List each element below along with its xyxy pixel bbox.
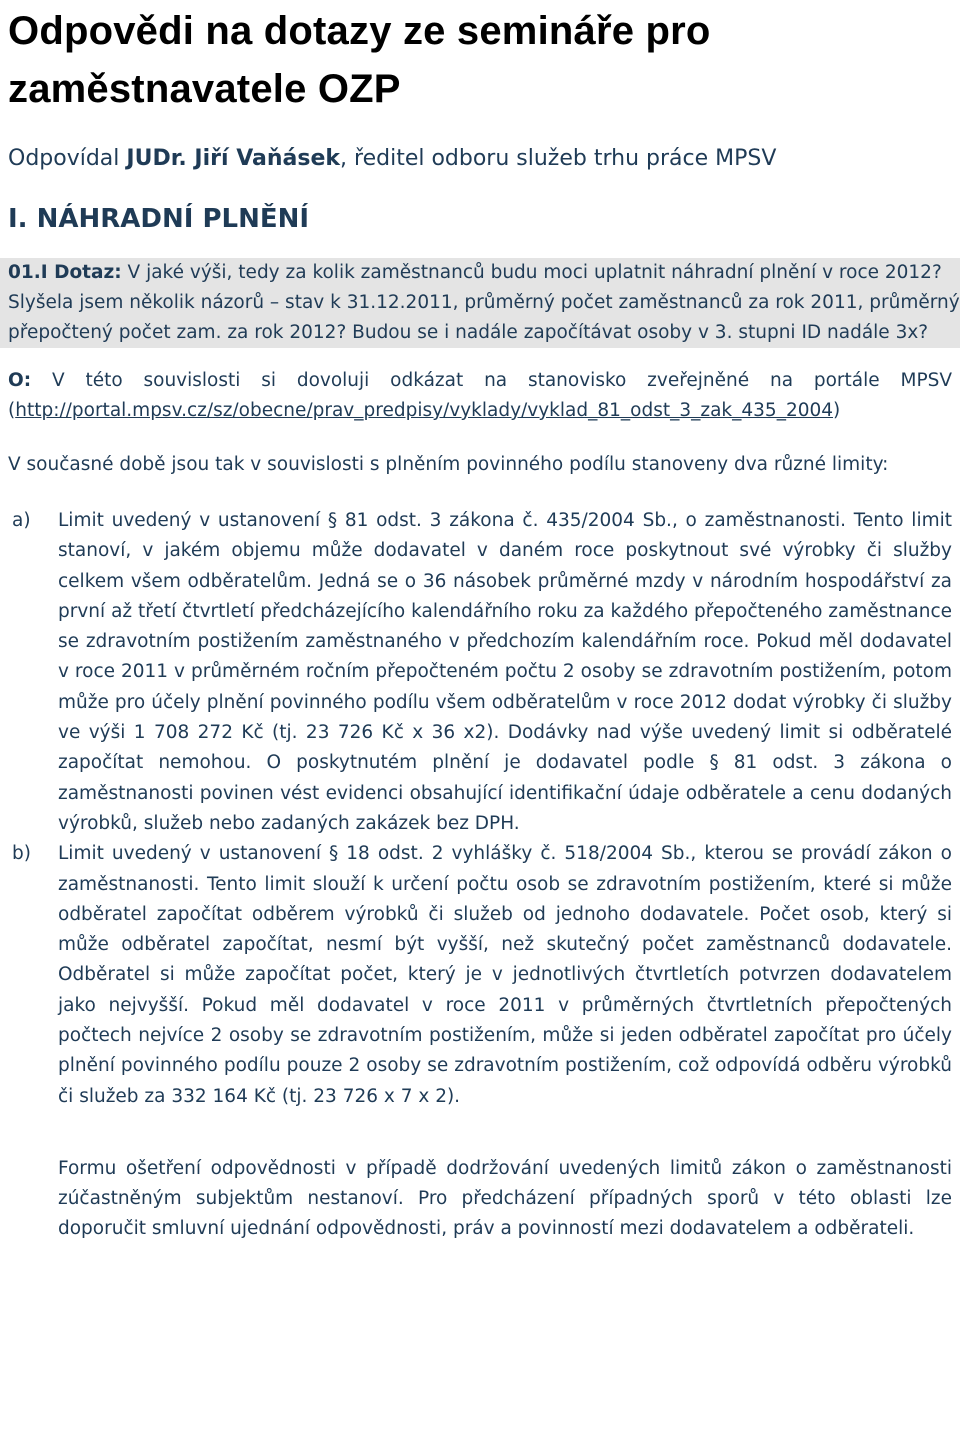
- mpsv-portal-link[interactable]: http://portal.mpsv.cz/sz/obecne/prav_predpisy/vyklady/vyklad_81_odst_3_zak_435_2004: [15, 400, 834, 421]
- question-label: 01.I Dotaz:: [8, 262, 122, 283]
- intro-paragraph: V současné době jsou tak v souvislosti s plněním povinného podílu stanoveny dva různé limity:: [8, 454, 889, 475]
- document-title: Odpovědi na dotazy ze semináře pro zaměstnavatele OZP: [8, 9, 711, 111]
- answer-text-end: ): [833, 400, 841, 421]
- answer-block: [8, 366, 952, 426]
- subtitle-author-name: JUDr. Jiří Vaňásek: [126, 146, 341, 171]
- list-marker: b): [12, 843, 31, 865]
- final-paragraph: Formu ošetření odpovědnosti v případě dodržování uvedených limitů zákon o zaměstnanosti zúčastněným subjektům nestanoví. Pro předcházení případných sporů v této oblasti lze doporučit smluvní ujednání odpovědnosti, práv a povinností mezi dodavatelem a odběrateli.: [58, 1157, 952, 1239]
- list-item-a: [8, 506, 952, 839]
- question-block: [0, 258, 960, 348]
- section-heading: I. NÁHRADNÍ PLNĚNÍ: [8, 204, 310, 234]
- list-item-text: Limit uvedený v ustanovení § 81 odst. 3 zákona č. 435/2004 Sb., o zaměstnanosti. Tento limit stanoví, v jakém objemu může dodavatel v daném roce poskytnout své výrobky či služby celkem všem odběratelům. Jedná se o 36 násobek průměrné mzdy v národním hospodářství za první až třetí čtvrtletí předcházejícího kalendářního roku za každého přepočteného zaměstnance se zdravotním postižením zaměstnaného v předchozím kalendářním roce. Pokud měl dodavatel v roce 2011 v průměrném ročním přepočteném počtu 2 osoby se zdravotním postižením, potom může pro účely plnění povinného podílu všem odběratelům v roce 2012 dodat výrobky či služby ve výši 1 708 272 Kč (tj. 23 726 Kč x 36 x2). Dodávky nad výše uvedený limit si odběratelé započítat nemohou. O poskytnutém plnění je dodavatel podle § 81 odst. 3 zákona o zaměstnanosti povinen vést evidenci obsahující identifikační údaje odběratele a cenu dodaných výrobků, služeb nebo zadaných zakázek bez DPH.: [58, 510, 952, 834]
- answer-label: O:: [8, 370, 32, 391]
- list-item-text: Limit uvedený v ustanovení § 18 odst. 2 vyhlášky č. 518/2004 Sb., kterou se provádí zákon o zaměstnanosti. Tento limit slouží k určení počtu osob se zdravotním postižením, které si může odběratel započítat odběrem výrobků či služeb od jednoho dodavatele. Počet osob, který si může odběratel započítat, nesmí být vyšší, než skutečný počet zaměstnanců dodavatele. Odběratel si může započítat počet, který je v jednotlivých čtvrtletích potvrzen dodavatelem jako nejvyšší. Pokud měl dodavatel v roce 2011 v průměrných čtvrtletních přepočtených počtech nejvíce 2 osoby se zdravotním postižením, může si jeden odběratel započítat pro účely plnění povinného podílu pouze 2 osoby se zdravotním postižením, což odpovídá odběru výrobků či služeb za 332 164 Kč (tj. 23 726 x 7 x 2).: [58, 843, 952, 1107]
- list-marker: a): [12, 510, 31, 531]
- subtitle-suffix: , ředitel odboru služeb trhu práce MPSV: [340, 146, 777, 171]
- question-text: V jaké výši, tedy za kolik zaměstnanců budu moci uplatnit náhradní plnění v roce 2012? Slyšela jsem několik názorů – stav k 31.12.2011, průměrný počet zaměstnanců za rok 2011, průměrný přepočtený počet zam. za rok 2012? Budou se i nadále započítávat osoby v 3. stupni ID nadále 3x?: [8, 262, 960, 343]
- subtitle-prefix: Odpovídal: [8, 146, 127, 171]
- limits-list: [8, 506, 952, 1112]
- list-item-b: [8, 839, 952, 1112]
- answer-text: V této souvislosti si dovoluji odkázat na stanovisko zveřejněné na portále MPSV (: [8, 370, 952, 421]
- document-subtitle: [8, 144, 960, 174]
